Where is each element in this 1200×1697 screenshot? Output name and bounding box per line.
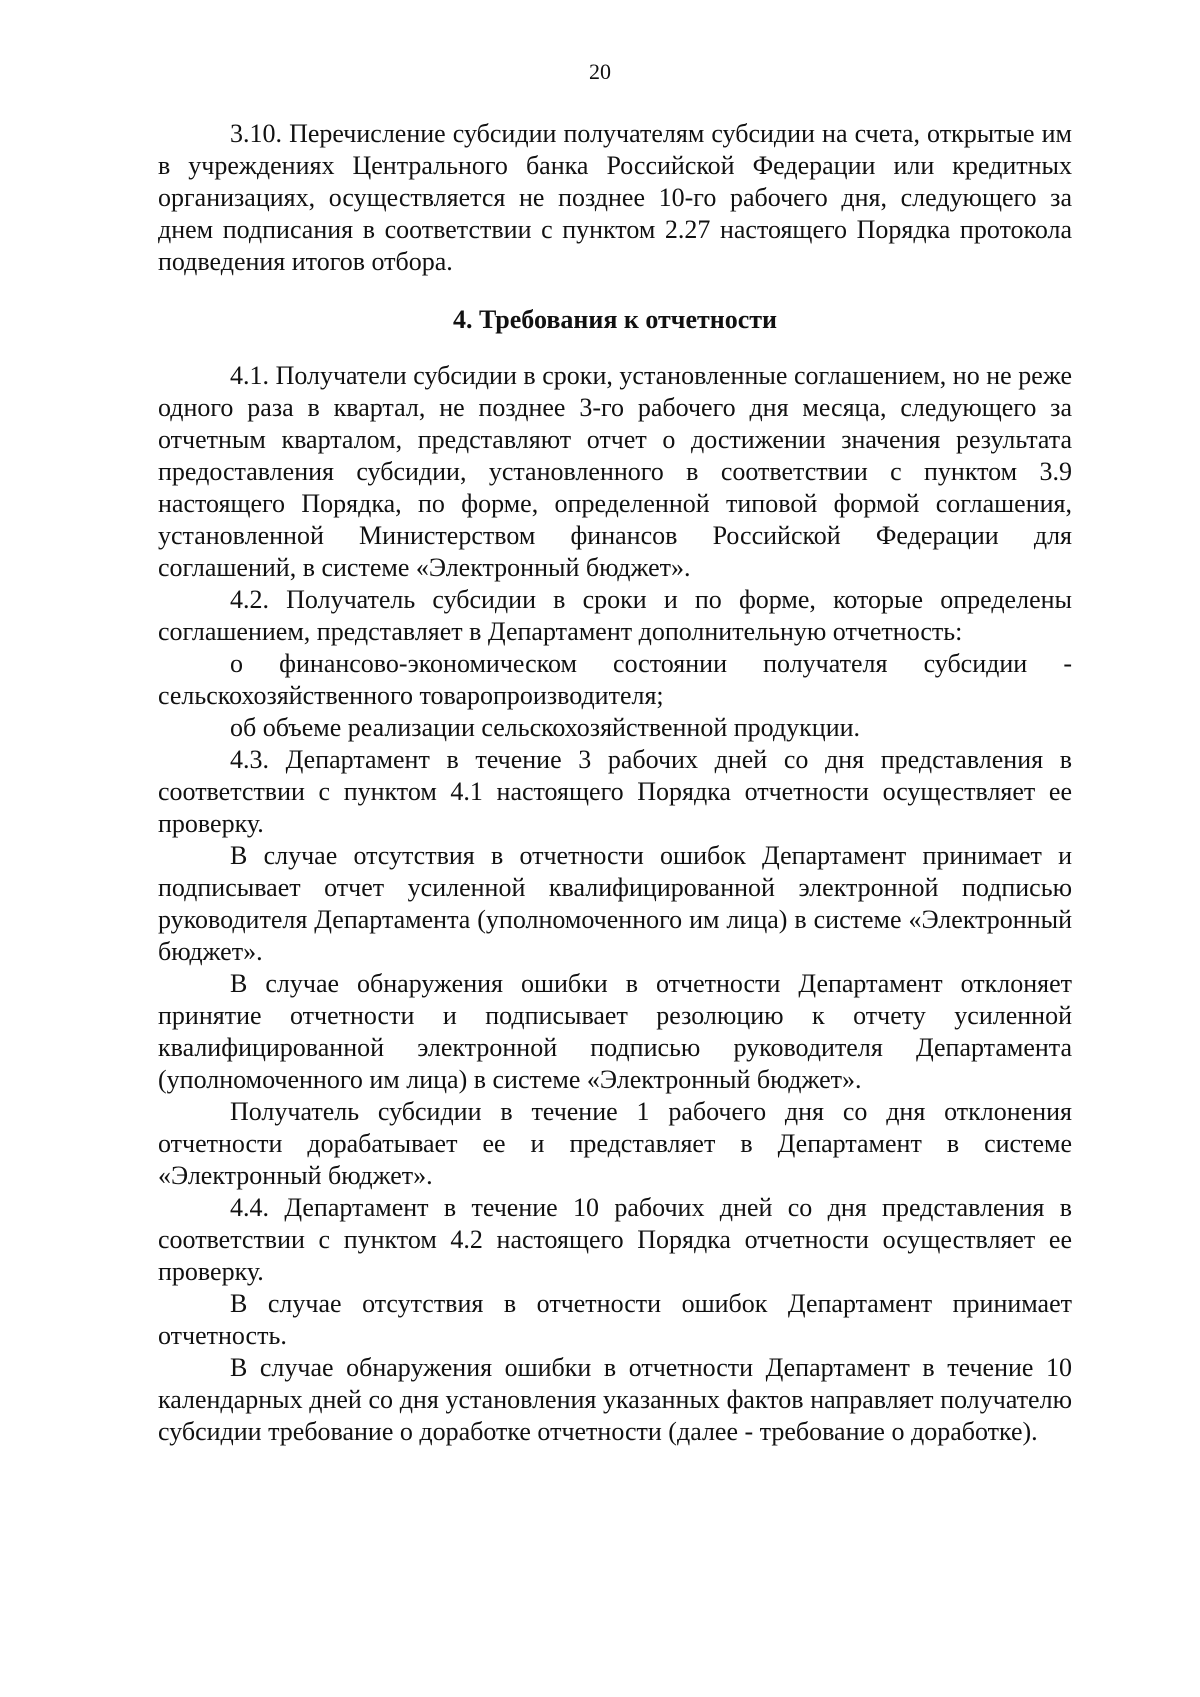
- paragraph-4-4-accept: В случае отсутствия в отчетности ошибок Департамент принимает отчетность.: [158, 1289, 1072, 1350]
- paragraph-4-2: 4.2. Получатель субсидии в сроки и по форме, которые определены соглашением, представляет в Департамент дополнительную отчетность:: [158, 585, 1072, 646]
- section-heading: 4. Требования к отчетности: [452, 305, 778, 334]
- document-body: [158, 118, 1072, 1448]
- paragraph-4-3-reject: В случае обнаружения ошибки в отчетности Департамент отклоняет принятие отчетности и подписывает резолюцию к отчету усиленной квалифицированной электронной подписью руководителя Департамента (уполномоченного им лица) в системе «Электронный бюджет».: [158, 969, 1072, 1094]
- paragraph-4-4: 4.4. Департамент в течение 10 рабочих дней со дня представления в соответствии с пунктом 4.2 настоящего Порядка отчетности осуществляет ее проверку.: [158, 1193, 1072, 1286]
- page-number: 20: [589, 59, 611, 84]
- paragraph-4-3: 4.3. Департамент в течение 3 рабочих дней со дня представления в соответствии с пунктом 4.1 настоящего Порядка отчетности осуществляет ее проверку.: [158, 745, 1072, 838]
- paragraph-4-4-reject: В случае обнаружения ошибки в отчетности Департамент в течение 10 календарных дней со дня установления указанных фактов направляет получателю субсидии требование о доработке отчетности (далее - требование о доработке).: [158, 1353, 1072, 1446]
- paragraph-4-3-accept: В случае отсутствия в отчетности ошибок Департамент принимает и подписывает отчет усиленной квалифицированной электронной подписью руководителя Департамента (уполномоченного им лица) в системе «Электронный бюджет».: [158, 841, 1072, 966]
- paragraph-4-2-item-2: об объеме реализации сельскохозяйственной продукции.: [230, 713, 861, 742]
- paragraph-4-1: 4.1. Получатели субсидии в сроки, установленные соглашением, но не реже одного раза в квартал, не позднее 3-го рабочего дня месяца, следующего за отчетным кварталом, представляют отчет о достижении значения результата предоставления субсидии, установленного в соответствии с пунктом 3.9 настоящего Порядка, по форме, определенной типовой формой соглашения, установленной Министерством финансов Российской Федерации для соглашений, в системе «Электронный бюджет».: [158, 361, 1072, 582]
- paragraph-4-3-rework: Получатель субсидии в течение 1 рабочего дня со дня отклонения отчетности дорабатывает ее и представляет в Департамент в системе «Электронный бюджет».: [158, 1097, 1072, 1190]
- paragraph-3-10: 3.10. Перечисление субсидии получателям субсидии на счета, открытые им в учреждениях Центрального банка Российской Федерации или кредитных организациях, осуществляется не позднее 10-го рабочего дня, следующего за днем подписания в соответствии с пунктом 2.27 настоящего Порядка протокола подведения итогов отбора.: [158, 119, 1072, 276]
- paragraph-4-2-item-1: о финансово-экономическом состоянии получателя субсидии - сельскохозяйственного товаропроизводителя;: [158, 649, 1072, 710]
